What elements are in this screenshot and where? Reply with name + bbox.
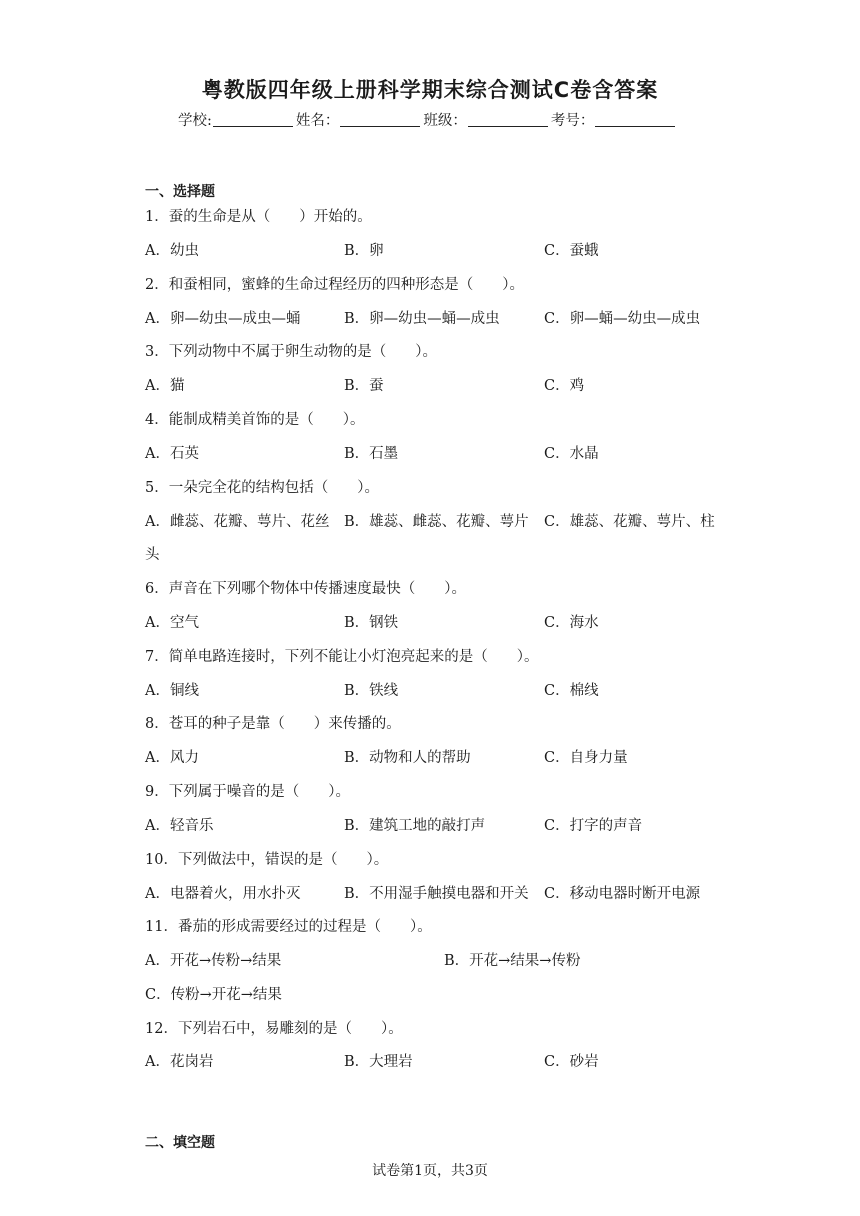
option-b: B．卵—幼虫—蛹—成虫 (344, 311, 500, 327)
option-c: C．鸡 (544, 378, 585, 394)
option-c: C．海水 (544, 615, 599, 631)
page-footer: 试卷第1页，共3页 (372, 1163, 488, 1179)
school-blank (213, 112, 293, 127)
option-c: C．传粉→开花→结果 (145, 987, 282, 1003)
option-b: B．雄蕊、雌蕊、花瓣、萼片 (344, 514, 529, 530)
class-blank (468, 112, 548, 127)
question-stem: 1．蚕的生命是从（ ）开始的。 (145, 209, 372, 225)
option-a: A．幼虫 (145, 243, 199, 259)
option-b: B．动物和人的帮助 (344, 750, 471, 766)
question-stem: 12．下列岩石中，易雕刻的是（ ）。 (145, 1021, 403, 1037)
option-a: A．风力 (145, 750, 199, 766)
exam-no-blank (595, 112, 675, 127)
option-b: B．石墨 (344, 446, 399, 462)
option-c: C．棉线 (544, 683, 599, 699)
question-stem: 5．一朵完全花的结构包括（ ）。 (145, 480, 379, 496)
option-a: A．铜线 (145, 683, 199, 699)
option-a: A．猫 (145, 378, 185, 394)
option-b: B．卵 (344, 243, 384, 259)
option-b: B．铁线 (344, 683, 399, 699)
question-stem: 6．声音在下列哪个物体中传播速度最快（ ）。 (145, 581, 466, 597)
option-a: A．电器着火，用水扑灭 (145, 886, 301, 902)
option-c: C．打字的声音 (544, 818, 643, 834)
question-stem: 2．和蚕相同，蜜蜂的生命过程经历的四种形态是（ ）。 (145, 277, 524, 293)
question-stem: 9．下列属于噪音的是（ ）。 (145, 784, 350, 800)
question-stem: 11．番茄的形成需要经过的过程是（ ）。 (145, 919, 432, 935)
question-stem: 3．下列动物中不属于卵生动物的是（ ）。 (145, 344, 437, 360)
exam-title: 粤教版四年级上册科学期末综合测试C卷含答案 (201, 78, 659, 102)
option-b: B．大理岩 (344, 1054, 413, 1070)
option-a: A．空气 (145, 615, 199, 631)
option-a: A．轻音乐 (145, 818, 214, 834)
name-blank (340, 112, 420, 127)
option-c: C．砂岩 (544, 1054, 599, 1070)
section-heading-fill: 二、填空题 (145, 1135, 215, 1151)
option-b: B．蚕 (344, 378, 384, 394)
option-c: C．蚕蛾 (544, 243, 599, 259)
student-info-line (178, 112, 678, 130)
option-a: A．开花→传粉→结果 (145, 953, 282, 969)
option-a: A．雌蕊、花瓣、萼片、花丝 (145, 514, 330, 530)
question-stem: 10．下列做法中，错误的是（ ）。 (145, 852, 389, 868)
class-label: 班级： (423, 113, 467, 129)
name-label: 姓名： (295, 113, 340, 129)
option-c: C．水晶 (544, 446, 599, 462)
question-stem: 4．能制成精美首饰的是（ ）。 (145, 412, 365, 428)
section-heading-choice: 一、选择题 (145, 184, 215, 200)
option-b: B．建筑工地的敲打声 (344, 818, 486, 834)
option-a: A．卵—幼虫—成虫—蛹 (145, 311, 301, 327)
option-b: B．钢铁 (344, 615, 399, 631)
option-c: C．自身力量 (544, 750, 628, 766)
option-c: C．卵—蛹—幼虫—成虫 (544, 311, 701, 327)
option-c: C．雄蕊、花瓣、萼片、柱 (544, 514, 715, 530)
option-a: A．石英 (145, 446, 199, 462)
question-stem: 8．苍耳的种子是靠（ ）来传播的。 (145, 716, 401, 732)
option-b: B．不用湿手触摸电器和开关 (344, 886, 529, 902)
question-stem: 7．简单电路连接时，下列不能让小灯泡亮起来的是（ ）。 (145, 649, 539, 665)
exam-no-label: 考号： (550, 113, 595, 129)
option-b: B．开花→结果→传粉 (444, 953, 581, 969)
option-c-wrap: 头 (145, 547, 160, 563)
school-label: 学校: (178, 113, 212, 129)
option-a: A．花岗岩 (145, 1054, 214, 1070)
option-c: C．移动电器时断开电源 (544, 886, 701, 902)
